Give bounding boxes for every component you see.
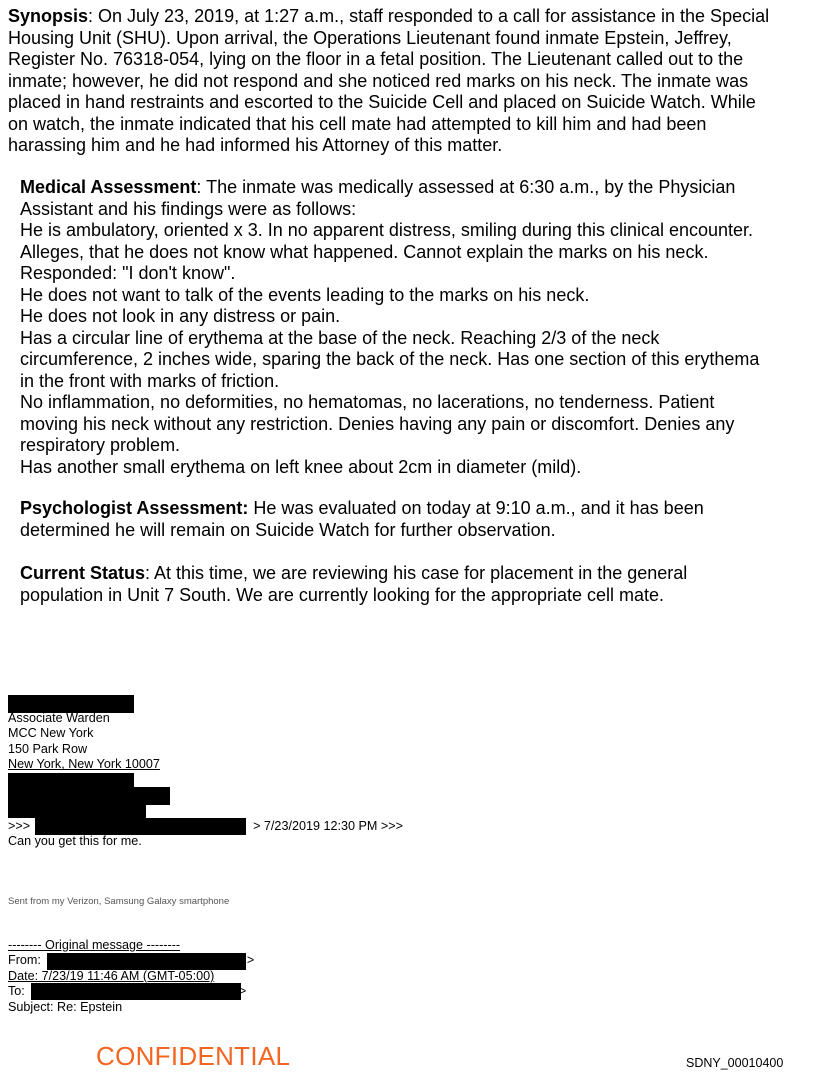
sent-from-line: Sent from my Verizon, Samsung Galaxy smartphone <box>8 896 230 907</box>
signature-block: Associate Warden MCC New York 150 Park Row New York, New York 10007 <box>8 711 160 772</box>
confidential-stamp: CONFIDENTIAL <box>96 1041 291 1071</box>
synopsis-label: Synopsis <box>8 6 89 26</box>
original-message: -------- Original message -------- From: > Date: 7/23/19 11:46 AM (GMT-05:00) To: > Subject: Re: Epstein <box>8 938 255 1014</box>
current-status-paragraph: Current Status: At this time, we are reviewing his case for placement in the general population in Unit 7 South. We are currently looking for the appropriate cell mate. <box>20 563 688 605</box>
medical-assessment-paragraph: Medical Assessment: The inmate was medically assessed at 6:30 a.m., by the Physician Assistant and his findings were as follows: He is ambulatory, oriented x 3. In no apparent distress, smiling during this clinical encounter. Alleges, that he does not know what happened. Cannot explain the marks on his neck. Responded: "I don't know". He does not want to talk of the events leading to the marks on his neck. He does not look in any distress or pain. Has a circular line of erythema at the base of the neck. Reaching 2/3 of the neck circumference, 2 inches wide, sparing the back of the neck. Has one section of this erythema in the front with marks of friction. No inflammation, no deformities, no hematomas, no lacerations, no tenderness. Patient moving his neck without any restriction. Denies having any pain or discomfort. Denies any respiratory problem. Has another small erythema on left knee about 2cm in diameter (mild). <box>20 177 760 477</box>
forward-header: >>> > 7/23/2019 12:30 PM >>> Can you get this for me. <box>8 819 403 849</box>
bates-number: SDNY_00010400 <box>686 1056 784 1070</box>
redaction-box <box>8 803 146 818</box>
medical-label: Medical Assessment <box>20 177 197 197</box>
current-status-label: Current Status <box>20 563 146 583</box>
psychologist-assessment-paragraph: Psychologist Assessment: He was evaluated on today at 9:10 a.m., and it has been determined he will remain on Suicide Watch for further observation. <box>20 498 704 540</box>
psychologist-label: Psychologist Assessment: <box>20 498 249 518</box>
synopsis-paragraph: Synopsis: On July 23, 2019, at 1:27 a.m., staff responded to a call for assistance in the Special Housing Unit (SHU). Upon arrival, the Operations Lieutenant found inmate Epstein, Jeffrey, Register No. 76318-054, lying on the floor in a fetal position. The Lieutenant called out to the inmate; however, he did not respond and she noticed red marks on his neck. The inmate was placed in hand restraints and escorted to the Suicide Cell and placed on Suicide Watch. While on watch, the inmate indicated that his cell mate had attempted to kill him and had been harassing him and he had informed his Attorney of this matter. <box>8 6 770 155</box>
